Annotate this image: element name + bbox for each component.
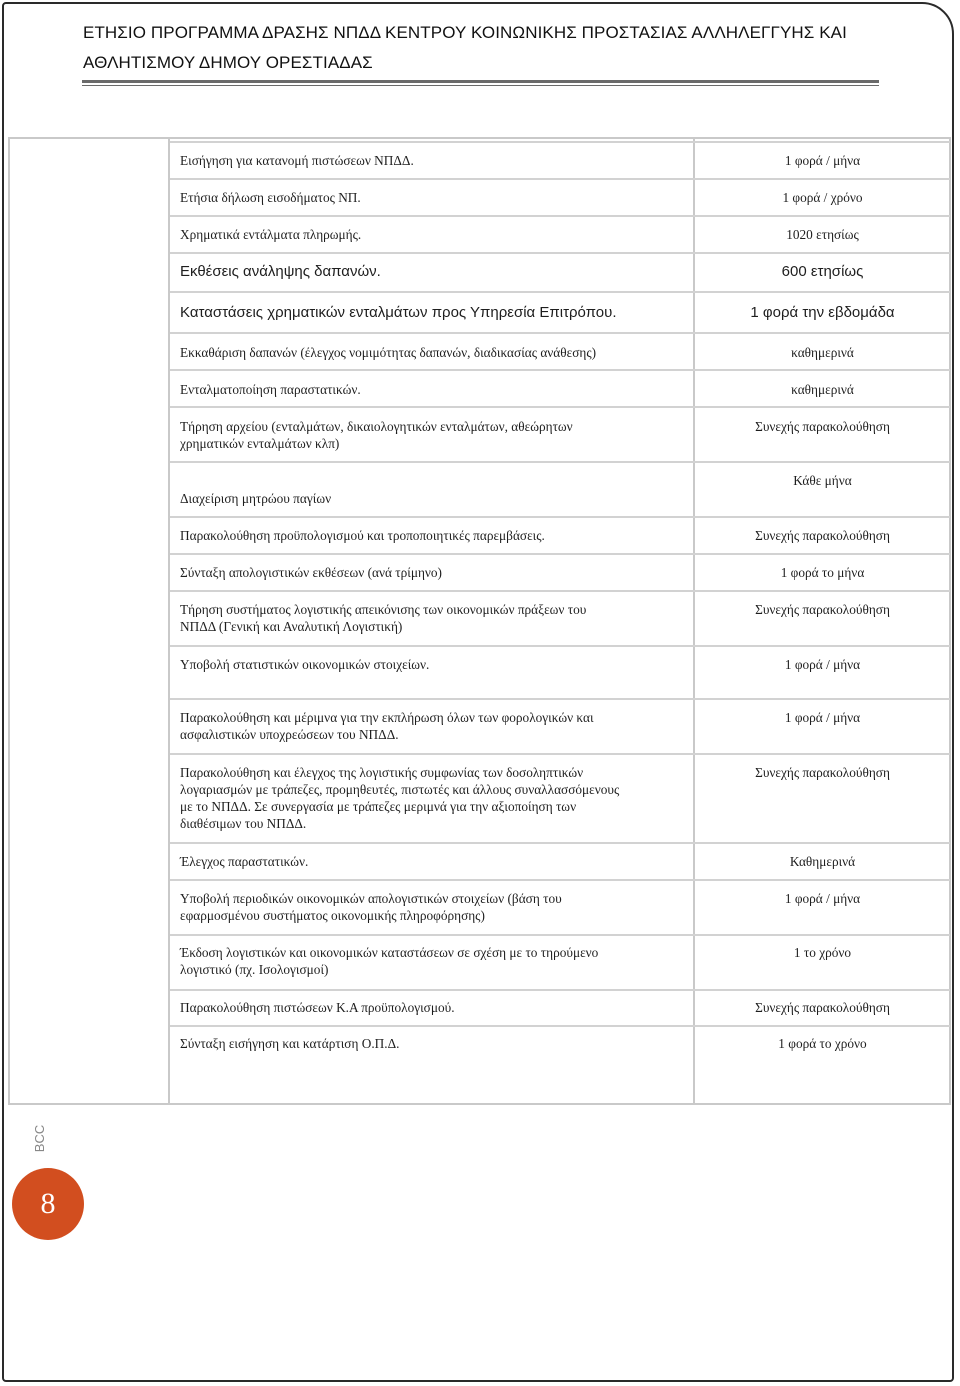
task-line: Παρακολούθηση πιστώσεων Κ.Α προϋπολογισμού. — [180, 1000, 455, 1015]
task-cell — [180, 152, 685, 169]
table-row — [170, 645, 950, 698]
table-row — [170, 461, 950, 516]
task-line: διαθέσιμων του ΝΠΔΔ. — [180, 816, 307, 831]
frequency-cell: καθημερινά — [791, 345, 854, 360]
task-line: λογιστικό (πχ. Ισολογισμοί) — [180, 962, 329, 977]
task-line: χρηματικών ενταλμάτων κλπ) — [180, 436, 340, 451]
task-cell — [180, 381, 685, 398]
task-line: Εισήγηση για κατανομή πιστώσεων ΝΠΔΔ. — [180, 153, 414, 168]
frequency-cell: Συνεχής παρακολούθηση — [755, 419, 890, 434]
frequency-cell: καθημερινά — [791, 382, 854, 397]
task-line: Τήρηση συστήματος λογιστικής απεικόνισης των οικονομικών πράξεων του — [180, 602, 587, 617]
task-line: Διαχείριση μητρώου παγίων — [180, 491, 332, 506]
frequency-cell: 1 φορά / μήνα — [784, 891, 861, 906]
frequency-cell: 1020 ετησίως — [786, 227, 859, 242]
title-line-2: ΑΘΛΗΤΙΣΜΟΥ ΔΗΜΟΥ ΟΡΕΣΤΙΑΔΑΣ — [83, 53, 373, 72]
task-cell — [180, 890, 685, 924]
table-row — [170, 1025, 950, 1105]
header-rule — [82, 80, 879, 83]
task-line: Ετήσια δήλωση εισοδήματος ΝΠ. — [180, 190, 361, 205]
table-row — [170, 842, 950, 879]
task-cell — [180, 709, 685, 743]
task-line: Παρακολούθηση και έλεγχος της λογιστικής συμφωνίας των δοσοληπτικών — [180, 765, 584, 780]
task-line: Υποβολή περιοδικών οικονομικών απολογιστικών στοιχείων (βάση του — [180, 891, 562, 906]
side-label-text: BCC — [32, 1124, 48, 1152]
task-line: με το ΝΠΔΔ. Σε συνεργασία με τράπεζες μεριμνά για την αξιοποίηση των — [180, 799, 577, 814]
task-line: Ενταλματοποίηση παραστατικών. — [180, 382, 361, 397]
table-row — [170, 141, 950, 178]
task-cell — [180, 263, 685, 280]
task-line: Εκκαθάριση δαπανών (έλεγχος νομιμότητας δαπανών, διαδικασίας ανάθεσης) — [180, 345, 597, 360]
frequency-cell: Κάθε μήνα — [793, 473, 852, 488]
table-row — [170, 406, 950, 461]
table-row — [170, 178, 950, 215]
frequency-cell: Συνεχής παρακολούθηση — [755, 528, 890, 543]
document-title — [83, 18, 903, 78]
header-rule-thin — [82, 85, 879, 86]
task-cell — [180, 527, 685, 544]
task-cell — [180, 999, 685, 1016]
task-cell — [180, 853, 685, 870]
page-number: 8 — [40, 1187, 56, 1220]
table-row — [170, 698, 950, 753]
task-line: Παρακολούθηση προϋπολογισμού και τροποποιητικές παρεμβάσεις. — [180, 528, 545, 543]
frequency-cell: 1 φορά το χρόνο — [778, 1036, 867, 1051]
table-row — [170, 553, 950, 590]
task-cell — [180, 344, 685, 361]
frequency-cell: Συνεχής παρακολούθηση — [755, 602, 890, 617]
frequency-cell: 1 το χρόνο — [793, 945, 852, 960]
table-row — [170, 332, 950, 369]
frequency-cell: 1 φορά το μήνα — [780, 565, 865, 580]
frequency-cell: Συνεχής παρακολούθηση — [755, 765, 890, 780]
table-row — [170, 291, 950, 332]
side-label — [30, 1118, 50, 1158]
frequency-cell: Συνεχής παρακολούθηση — [755, 1000, 890, 1015]
task-line: Έκδοση λογιστικών και οικονομικών καταστάσεων σε σχέση με το τηρούμενο — [180, 945, 599, 960]
task-cell — [180, 564, 685, 581]
task-cell — [180, 764, 685, 832]
frequency-cell: 1 φορά / μήνα — [784, 657, 861, 672]
frequency-cell: 1 φορά / μήνα — [784, 710, 861, 725]
task-line: Σύνταξη εισήγηση και κατάρτιση Ο.Π.Δ. — [180, 1036, 400, 1051]
task-line: Παρακολούθηση και μέριμνα για την εκπλήρωση όλων των φορολογικών και — [180, 710, 594, 725]
frequency-cell: 1 φορά την εβδομάδα — [750, 304, 895, 321]
frequency-cell: 1 φορά / χρόνο — [782, 190, 863, 205]
frequency-cell: 1 φορά / μήνα — [784, 153, 861, 168]
task-cell — [180, 1035, 685, 1052]
task-cell — [180, 226, 685, 243]
task-line: Έλεγχος παραστατικών. — [180, 854, 309, 869]
title-line-1: ΕΤΗΣΙΟ ΠΡΟΓΡΑΜΜΑ ΔΡΑΣΗΣ ΝΠΔΔ ΚΕΝΤΡΟΥ ΚΟΙΝΩΝΙΚΗΣ ΠΡΟΣΤΑΣΙΑΣ ΑΛΛΗΛΕΓΓΥΗΣ ΚΑΙ — [83, 23, 847, 42]
page-number-badge — [12, 1168, 84, 1240]
task-cell — [180, 656, 685, 673]
table-row — [170, 879, 950, 934]
task-line: Χρηματικά εντάλματα πληρωμής. — [180, 227, 362, 242]
task-line: ασφαλιστικών υποχρεώσεων του ΝΠΔΔ. — [180, 727, 399, 742]
task-line: Υποβολή στατιστικών οικονομικών στοιχείων. — [180, 657, 430, 672]
task-line: ΝΠΔΔ (Γενική και Αναλυτική Λογιστική) — [180, 619, 403, 634]
table-row — [170, 934, 950, 989]
table-row — [170, 369, 950, 406]
task-cell — [180, 418, 685, 452]
task-cell — [180, 490, 685, 507]
table-row — [170, 252, 950, 291]
table-row — [170, 516, 950, 553]
table-row — [170, 753, 950, 842]
task-line: Τήρηση αρχείου (ενταλμάτων, δικαιολογητικών ενταλμάτων, αθεώρητων — [180, 419, 573, 434]
frequency-cell: Καθημερινά — [789, 854, 856, 869]
table-row — [170, 215, 950, 252]
task-cell — [180, 601, 685, 635]
task-line: λογαριασμών με τράπεζες, προμηθευτές, πιστωτές και άλλους συναλλασσόμενους — [180, 782, 620, 797]
task-line: Εκθέσεις ανάληψης δαπανών. — [180, 263, 381, 280]
task-cell — [180, 944, 685, 978]
task-line: Καταστάσεις χρηματικών ενταλμάτων προς Υπηρεσία Επιτρόπου. — [180, 304, 617, 321]
frequency-cell: 600 ετησίως — [781, 263, 864, 280]
task-line: Σύνταξη απολογιστικών εκθέσεων (ανά τρίμηνο) — [180, 565, 442, 580]
task-cell — [180, 304, 685, 321]
task-cell — [180, 189, 685, 206]
table-row — [170, 989, 950, 1025]
table-row — [170, 590, 950, 645]
task-line: εφαρμοσμένου συστήματος οικονομικής πληροφόρησης) — [180, 908, 485, 923]
